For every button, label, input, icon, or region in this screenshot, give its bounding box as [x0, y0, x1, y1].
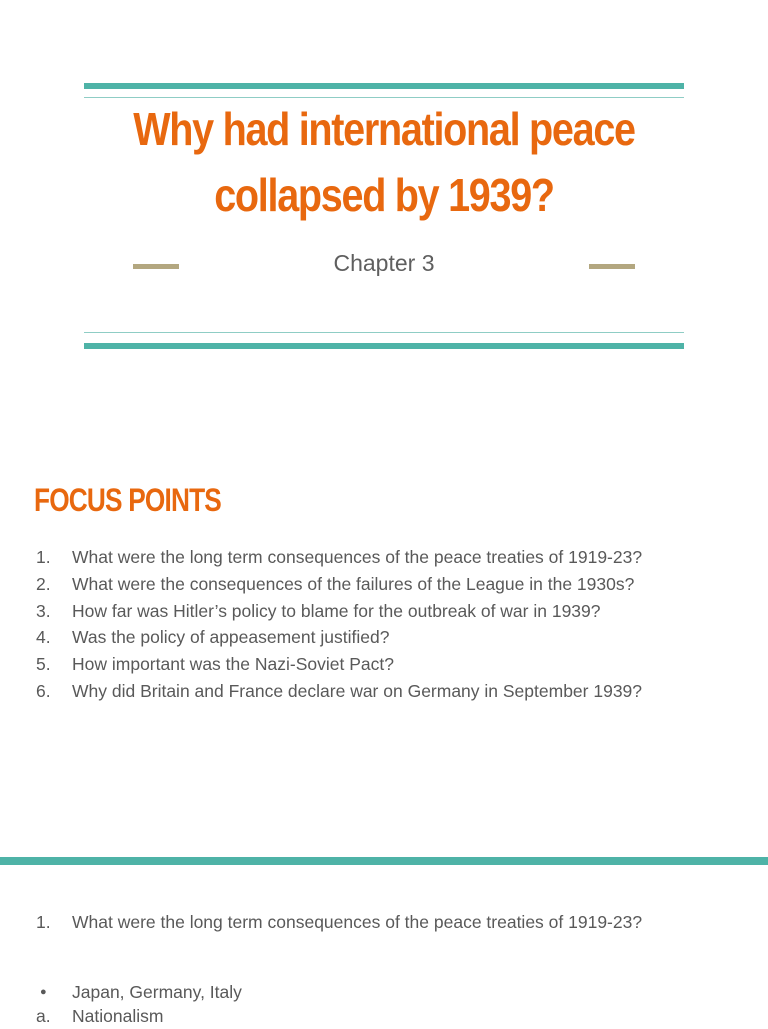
list-item-text: What were the long term consequences of the peace treaties of 1919-23? [72, 547, 643, 567]
list-item [34, 544, 642, 571]
bullet-text: Japan, Germany, Italy [72, 982, 242, 1002]
question-text: What were the long term consequences of the peace treaties of 1919-23? [72, 912, 643, 932]
slide-divider-bar [0, 857, 768, 865]
sub-item-marker: a. [36, 1006, 51, 1026]
list-item-number: 5. [36, 654, 51, 675]
list-item-number: 6. [36, 680, 51, 701]
list-item-text: Was the policy of appeasement justified? [72, 627, 390, 648]
question-row [0, 909, 768, 935]
list-item-number: 1. [36, 547, 51, 567]
slide-title: Why had international peace collapsed by 1939? [133, 103, 635, 221]
title-bottom-thin-rule [84, 332, 684, 333]
title-bottom-thick-rule [84, 343, 684, 349]
focus-points-list [34, 544, 642, 705]
list-item [34, 571, 642, 598]
sub-item-text: Nationalism [72, 1006, 164, 1026]
list-item [34, 598, 642, 625]
list-item-number: 3. [36, 600, 51, 621]
sub-item-row [0, 1003, 768, 1029]
list-item-text: Why did Britain and France declare war on Germany in September 1939? [72, 680, 643, 701]
list-item-text: What were the consequences of the failures of the League in the 1930s? [72, 573, 635, 594]
list-item-number: 2. [36, 573, 51, 594]
bullet-icon: ● [40, 986, 47, 998]
question-number: 1. [36, 912, 51, 932]
list-item-text: How far was Hitler’s policy to blame for the outbreak of war in 1939? [72, 600, 601, 621]
slide-subtitle: Chapter 3 [333, 250, 435, 276]
list-item [34, 651, 642, 678]
list-item-number: 4. [36, 627, 51, 648]
subtitle-right-dash [589, 264, 635, 269]
list-item-text: How important was the Nazi-Soviet Pact? [72, 654, 394, 675]
title-top-thick-rule [84, 83, 684, 89]
list-item [34, 624, 642, 651]
list-item [34, 678, 642, 705]
bullet-row [0, 979, 768, 1005]
focus-points-heading: FOCUS POINTS [34, 482, 221, 518]
